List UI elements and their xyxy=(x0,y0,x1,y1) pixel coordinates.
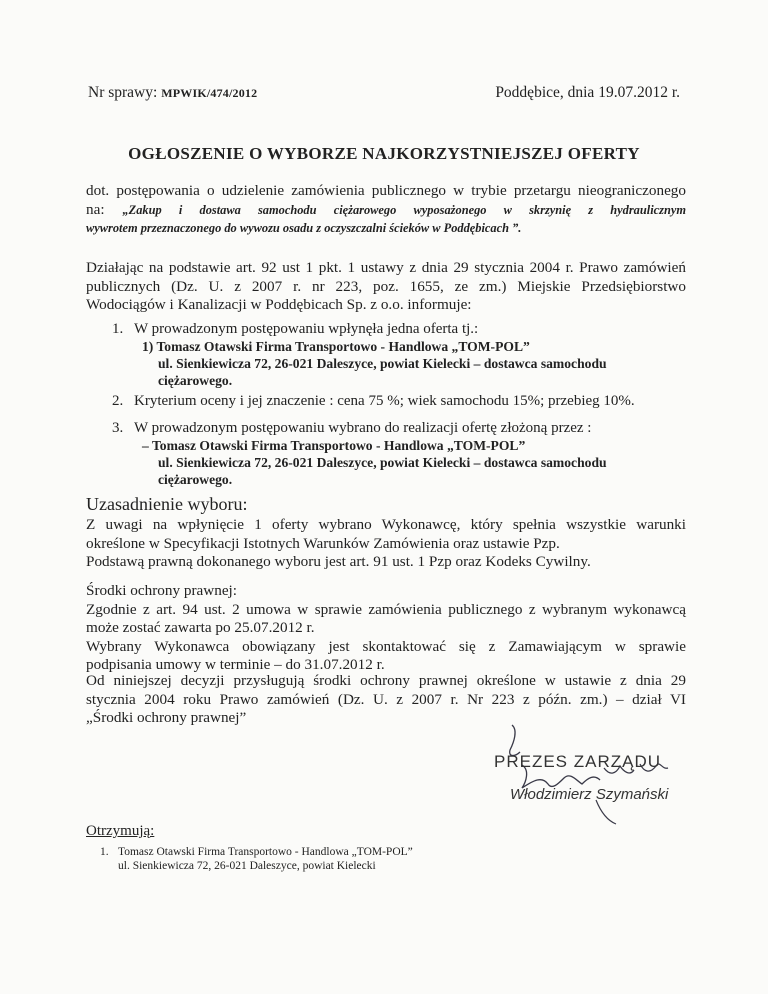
list-item-number: 1. xyxy=(112,321,124,337)
intro-paragraph xyxy=(86,259,686,315)
recipient-line-2: ul. Sienkiewicza 72, 26-021 Daleszyce, powiat Kielecki xyxy=(118,860,376,872)
justification-line-3: Podstawą prawną dokonanego wyboru jest art. 91 ust. 1 Pzp oraz Kodeks Cywilny. xyxy=(86,553,591,570)
case-label: Nr sprawy: xyxy=(88,84,158,101)
document-title: OGŁOSZENIE O WYBORZE NAJKORZYSTNIEJSZEJ OFERTY xyxy=(128,144,640,163)
justification-line-2: określone w Specyfikacji Istotnych Warunków Zamówienia oraz ustawie Pzp. xyxy=(86,534,560,552)
intro-line-2: publicznych (Dz. U. z 2007 r. nr 223, poz. 1655, ze zm.) Miejskie Przedsiębiorstwo xyxy=(86,277,686,295)
place-date: Poddębice, dnia 19.07.2012 r. xyxy=(495,84,680,101)
justification-line-1: Z uwagi na wpłynięcie 1 oferty wybrano Wykonawcę, który spełnia wszystkie warunki xyxy=(86,516,686,533)
list-item-text: Kryterium oceny i jej znaczenie : cena 75 %; wiek samochodu 15%; przebieg 10%. xyxy=(134,393,635,409)
case-number xyxy=(88,84,257,102)
subject-line-2 xyxy=(86,201,686,220)
intro-line-3: Wodociągów i Kanalizacji w Poddębicach Sp. z o.o. informuje: xyxy=(86,296,472,313)
signature-name: Włodzimierz Szymański xyxy=(510,786,669,803)
remedies-line-3: Wybrany Wykonawca obowiązany jest skontaktować się z Zamawiającym w sprawie xyxy=(86,637,686,655)
subject-title-part-2: wywrotem przeznaczonego do wywozu osadu z oczyszczalni ścieków w Poddębicach ”. xyxy=(86,221,522,235)
remedies-line-2: może zostać zawarta po 25.07.2012 r. xyxy=(86,619,315,636)
recipient-number: 1. xyxy=(100,846,109,858)
subject-title-part-1: „Zakup i dostawa samochodu ciężarowego wyposażonego w skrzynię z hydraulicznym xyxy=(122,202,687,217)
remedies-line-1: Zgodnie z art. 94 ust. 2 umowa w sprawie zamówienia publicznego z wybranym wykonawcą xyxy=(86,600,686,618)
offer-line-2: ul. Sienkiewicza 72, 26-021 Daleszyce, powiat Kielecki – dostawca samochodu xyxy=(158,356,607,371)
list-item-number: 3. xyxy=(112,420,124,436)
justification-paragraph xyxy=(86,516,686,572)
remedies-heading: Środki ochrony prawnej: xyxy=(86,582,237,599)
list-item-text: W prowadzonym postępowaniu wpłynęła jedna oferta tj.: xyxy=(134,321,479,337)
selected-offer-line-1: – Tomasz Otawski Firma Transportowo - Handlowa „TOM-POL” xyxy=(142,438,526,453)
selected-offer-line-3: ciężarowego. xyxy=(158,472,233,487)
justification-heading: Uzasadnienie wyboru: xyxy=(86,494,248,514)
subject-line-1: dot. postępowania o udzielenie zamówienia publicznego w trybie przetargu nieograniczonego xyxy=(86,182,686,199)
selected-offer-line-2: ul. Sienkiewicza 72, 26-021 Daleszyce, powiat Kielecki – dostawca samochodu xyxy=(158,455,607,470)
offer-line-1: 1) Tomasz Otawski Firma Transportowo - Handlowa „TOM-POL” xyxy=(142,339,530,354)
handwritten-signature xyxy=(500,720,720,830)
list-item-number: 2. xyxy=(112,393,124,409)
signature-title: PREZES ZARZĄDU xyxy=(494,752,662,771)
case-number-value: MPWIK/474/2012 xyxy=(161,86,258,100)
offer-line-3: ciężarowego. xyxy=(158,373,233,388)
appeal-line-1: Od niniejszej decyzji przysługują środki ochrony prawnej określone w ustawie z dnia 29 xyxy=(86,672,686,689)
intro-line-1: Działając na podstawie art. 92 ust 1 pkt. 1 ustawy z dnia 29 stycznia 2004 r. Prawo zamówień xyxy=(86,259,686,276)
recipients-heading: Otrzymują: xyxy=(86,823,155,839)
remedies-line-4: podpisania umowy w terminie – do 31.07.2012 r. xyxy=(86,656,385,673)
appeal-line-3: „Środki ochrony prawnej” xyxy=(86,709,247,726)
appeal-line-2: stycznia 2004 roku Prawo zamówień (Dz. U. z 2007 r. Nr 223 z późn. zm.) – dział VI xyxy=(86,690,686,708)
remedies-paragraph xyxy=(86,582,686,675)
subject-prefix: na: xyxy=(86,200,105,218)
subject-paragraph xyxy=(86,182,686,238)
recipient-line-1: Tomasz Otawski Firma Transportowo - Handlowa „TOM-POL” xyxy=(118,846,413,858)
list-item-text: W prowadzonym postępowaniu wybrano do realizacji ofertę złożoną przez : xyxy=(134,420,592,436)
